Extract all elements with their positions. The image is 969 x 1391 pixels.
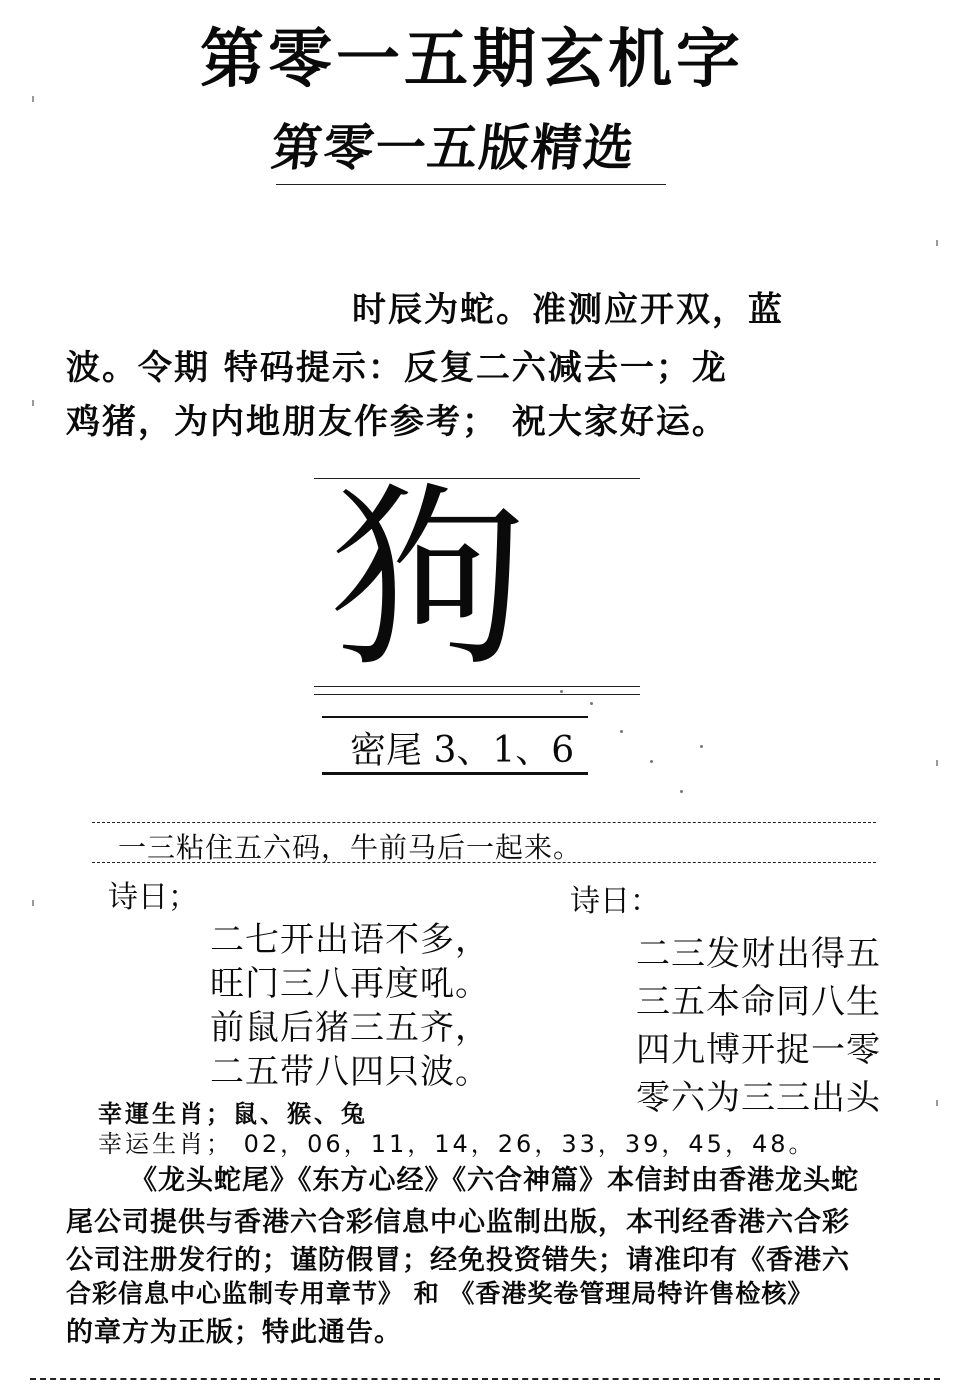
intro-line-2: 波。令期 特码提示：反复二六减去一；龙 <box>66 348 728 388</box>
subtitle-rule <box>276 184 666 185</box>
intro-line-3: 鸡猪，为内地朋友作参考； 祝大家好运。 <box>66 402 728 442</box>
notice-line-2: 尾公司提供与香港六合彩信息中心监制出版，本刊经香港六合彩 <box>66 1207 850 1238</box>
notice-line-1: 《龙头蛇尾》《东方心经》《六合神篇》本信封由香港龙头蛇 <box>130 1165 859 1196</box>
poem-1-line: 二五带八四只波。 <box>210 1052 490 1092</box>
poem-1-line: 前鼠后猪三五齐， <box>210 1008 490 1048</box>
lucky-numbers: 幸运生肖； 02，06，11，14，26，33，39，45，48。 <box>98 1130 816 1158</box>
feature-bottom-rule-2 <box>314 694 640 695</box>
scan-speck <box>590 702 593 705</box>
scan-mark <box>32 900 34 906</box>
scan-mark <box>936 1100 938 1106</box>
feature-bottom-rule <box>314 686 640 687</box>
poem-1-line: 二七开出语不多， <box>210 920 490 960</box>
secret-tail: 密尾 3、1、6 <box>350 730 575 771</box>
tip-bottom-rule <box>92 862 876 863</box>
notice-line-3: 公司注册发行的；谨防假冒；经免投资错失；请准印有《香港六 <box>66 1245 850 1276</box>
scan-mark <box>32 400 34 406</box>
scan-speck <box>620 730 623 733</box>
scan-speck <box>680 790 683 793</box>
poem-2-heading: 诗日： <box>570 884 660 919</box>
intro-line-1: 时辰为蛇。准测应开双，蓝 <box>352 290 784 330</box>
poem-1-heading: 诗日； <box>108 880 198 915</box>
poem-2-line: 二三发财出得五 <box>636 934 881 974</box>
notice-line-4: 合彩信息中心监制专用章节》 和 《香港奖卷管理局特许售检核》 <box>66 1279 814 1308</box>
scan-mark <box>936 760 938 766</box>
page-title: 第零一五期玄机字 <box>200 23 744 97</box>
bottom-border <box>30 1378 940 1380</box>
feature-character: 狗 <box>330 466 527 694</box>
tip-text: 一三粘住五六码，牛前马后一起来。 <box>118 831 583 864</box>
scan-mark <box>936 240 938 246</box>
poem-1-line: 旺门三八再度吼。 <box>210 964 490 1004</box>
tip-top-rule <box>92 822 876 823</box>
scan-speck <box>560 690 563 693</box>
page-subtitle: 第零一五版精选 <box>268 119 639 177</box>
scan-mark <box>32 96 34 102</box>
lucky-zodiac: 幸運生肖；鼠、猴、兔 <box>98 1100 368 1128</box>
poem-2-line: 四九博开捉一零 <box>636 1030 881 1070</box>
scan-speck <box>650 760 653 763</box>
notice-line-5: 的章方为正版；特此通告。 <box>66 1317 402 1348</box>
poem-2-line: 零六为三三出头 <box>636 1078 881 1118</box>
scan-speck <box>700 745 703 748</box>
poem-2-line: 三五本命同八生 <box>636 982 881 1022</box>
